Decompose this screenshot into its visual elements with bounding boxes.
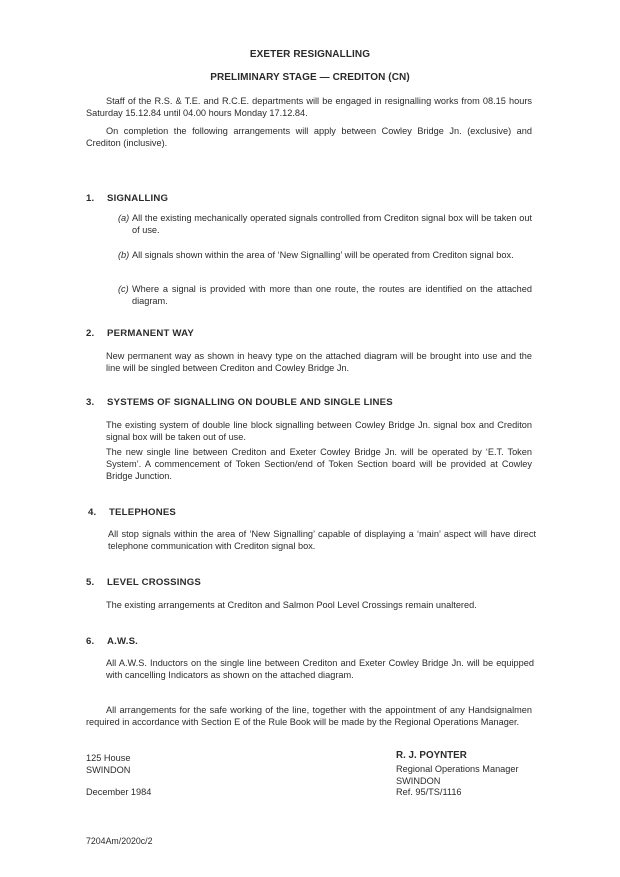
item-text: Where a signal is provided with more than one route, the routes are identified on the attached diagram. [132,284,532,306]
address-line-2: SWINDON [86,765,131,775]
reference-number: Ref. 95/TS/1116 [396,787,462,797]
document-subtitle: PRELIMINARY STAGE — CREDITON (CN) [210,72,410,83]
section-title: PERMANENT WAY [107,328,194,339]
section-title: SYSTEMS OF SIGNALLING ON DOUBLE AND SINGLE LINES [107,397,393,408]
section-number: 2. [86,328,95,339]
section-heading-telephones [88,507,176,518]
intro-paragraph-1: Staff of the R.S. & T.E. and R.C.E. departments will be engaged in resignalling works from 08.15 hours Saturday 15.12.84 until 04.00 hours Monday 17.12.84. [86,96,532,118]
document-date: December 1984 [86,787,152,797]
section-title: TELEPHONES [109,507,177,518]
signalling-item-a [118,212,532,236]
signatory-place: SWINDON [396,776,441,786]
section-number: 1. [86,193,95,204]
document-title: EXETER RESIGNALLING [249,49,371,60]
section-title: LEVEL CROSSINGS [107,577,201,588]
item-label: (c) [118,284,129,294]
signatory-title: Regional Operations Manager [396,764,519,774]
print-code: 7204Am/2020c/2 [86,836,153,846]
signatory-name: R. J. POYNTER [396,750,467,761]
section-heading-permanent-way [86,328,194,339]
section-number: 3. [86,397,95,408]
section-number: 5. [86,577,95,588]
section-title: A.W.S. [107,636,139,647]
item-text: All signals shown within the area of ‘New Signalling’ will be operated from Crediton signal box. [132,250,514,260]
permanent-way-paragraph: New permanent way as shown in heavy type on the attached diagram will be brought into use and the line will be singled between Crediton and Cowley Bridge Jn. [106,351,532,373]
section-heading-systems [86,397,393,408]
systems-paragraph-1: The existing system of double line block signalling between Cowley Bridge Jn. signal box and Crediton signal box will be taken out of use. [106,420,532,442]
item-text: All the existing mechanically operated signals controlled from Crediton signal box will be taken out of use. [132,213,532,235]
address-line-1: 125 House [86,753,131,763]
section-number: 4. [88,507,97,518]
intro-paragraph-2: On completion the following arrangements will apply between Cowley Bridge Jn. (exclusive) and Crediton (inclusive). [86,126,532,148]
signalling-item-b [118,249,532,261]
item-label: (b) [118,250,130,260]
closing-paragraph: All arrangements for the safe working of the line, together with the appointment of any Handsignalmen required in accordance with Section E of the Rule Book will be made by the Regional Operations Manager. [86,705,532,727]
section-title: SIGNALLING [107,193,169,204]
section-number: 6. [86,636,95,647]
section-heading-aws [86,636,138,647]
signalling-item-c [118,283,532,307]
systems-paragraph-2: The new single line between Crediton and Exeter Cowley Bridge Jn. will be operated by ‘E.T. Token System’. A commencement of Token Section/end of Token Section board will be provided at Cowley Bridge Junction. [106,447,532,481]
section-heading-level-crossings [86,577,201,588]
item-label: (a) [118,213,130,223]
aws-paragraph: All A.W.S. Inductors on the single line between Crediton and Exeter Cowley Bridge Jn. will be equipped with cancelling Indicators as shown on the attached diagram. [106,658,534,680]
telephones-paragraph: All stop signals within the area of ‘New Signalling’ capable of displaying a ‘main’ aspect will have direct telephone communication with Crediton signal box. [108,529,536,551]
section-heading-signalling [86,193,168,204]
level-crossings-paragraph: The existing arrangements at Crediton and Salmon Pool Level Crossings remain unaltered. [106,600,477,610]
